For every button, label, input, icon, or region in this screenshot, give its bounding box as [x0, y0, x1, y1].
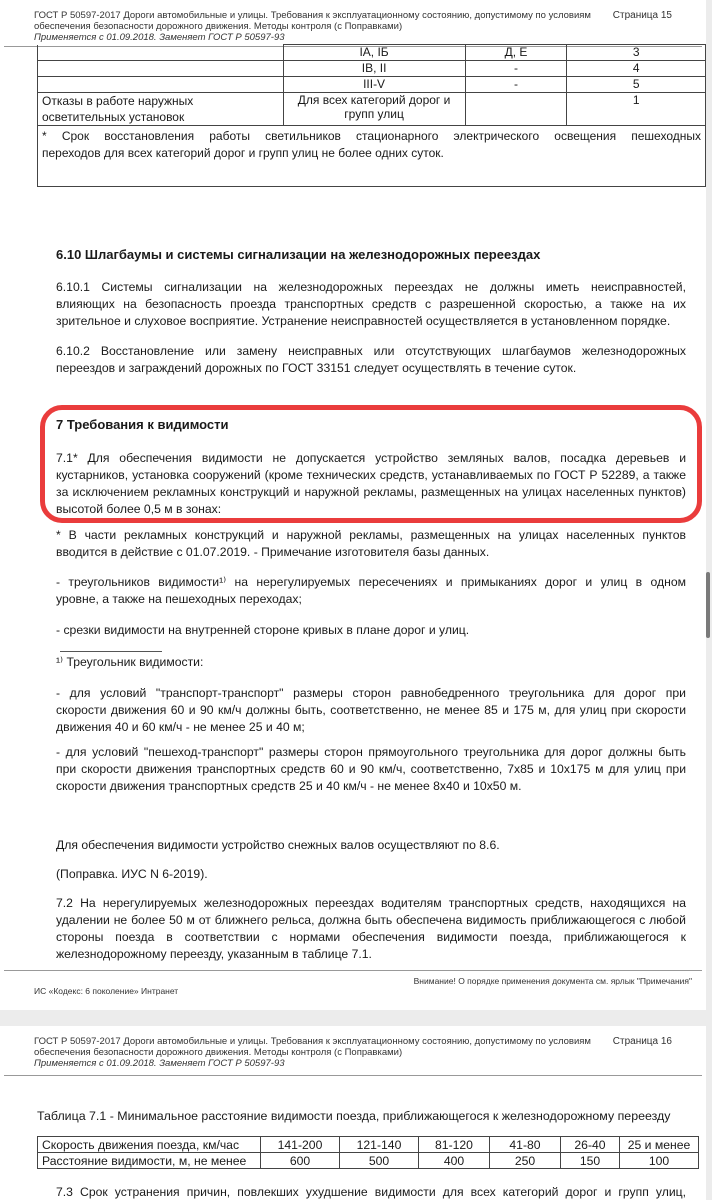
table-7-1-caption: Таблица 7.1 - Минимальное расстояние видимости поезда, приближающегося к железнодорожному переезду [37, 1109, 671, 1123]
table-row [38, 1153, 699, 1169]
table-row [38, 1137, 699, 1153]
text-line: скорости движения транспортных средств 25 и 40 км/ч - не менее 8x40 и 10x50 м. [56, 779, 522, 793]
table-cell: 3 [567, 45, 706, 61]
table-cell: 25 и менее [620, 1137, 699, 1153]
text-line: * В части рекламных конструкций и наружной рекламы, размещенных на улицах населенных пунктов [56, 528, 686, 542]
text-line: переездов и заграждений дорожных по ГОСТ 33151 следует осуществлять в течение суток. [56, 361, 577, 375]
table-cell: 100 [620, 1153, 699, 1169]
table-cell: IB, II [283, 61, 465, 77]
table-cell [38, 77, 284, 93]
header-title: ГОСТ Р 50597-2017 Дороги автомобильные и улицы. Требования к эксплуатационному состоянию, допустимому по условиям обеспечения безопасности дорожного движения. Методы контроля (с Поправками) [34, 1036, 591, 1058]
table-cell: 5 [567, 77, 706, 93]
table-cell [38, 61, 284, 77]
text-line: влияющих на безопасность проезда транспортных средств с разрешенной скоростью, а также на их [56, 297, 686, 311]
table-cell: 26-40 [561, 1137, 620, 1153]
table-cell: - [465, 61, 567, 77]
table-cell: 600 [261, 1153, 340, 1169]
table-cell: 400 [419, 1153, 490, 1169]
paragraph-6-10-1 [56, 279, 686, 313]
footnote-rule [60, 651, 162, 652]
page-number: Страница 16 [612, 1036, 672, 1047]
text-line: железнодорожному переезду, указанным в таблице 7.1. [56, 947, 372, 961]
bullet-triangles [56, 574, 686, 591]
footnote-transport [56, 685, 686, 719]
table-cell: Скорость движения поезда, км/час [38, 1137, 261, 1153]
text-line: кустарников, установка сооружений (кроме технических средств, устанавливаемых по ГОСТ Р 52289, а также [56, 468, 686, 482]
text-line: переходов для всех категорий дорог и групп улиц не более одних суток. [42, 146, 444, 160]
page-header [34, 1036, 672, 1069]
footer-rule [4, 970, 702, 971]
text-line: за исключением рекламных конструкций и наружной рекламы, размещенных на улицах населенных пунктов) [56, 485, 686, 499]
page-header [34, 10, 672, 43]
table-row [38, 45, 706, 61]
header-title: ГОСТ Р 50597-2017 Дороги автомобильные и улицы. Требования к эксплуатационному состоянию, допустимому по условиям обеспечения безопасности дорожного движения. Методы контроля (с Поправками) [34, 10, 591, 32]
amendment-note: (Поправка. ИУС N 6-2019). [56, 867, 208, 881]
table-cell: 4 [567, 61, 706, 77]
header-rule [4, 1075, 702, 1076]
table-row [38, 77, 706, 93]
table-cell: III-V [283, 77, 465, 93]
section-6-10-title: 6.10 Шлагбаумы и системы сигнализации на железнодорожных переездах [56, 247, 541, 262]
text-line: движения 40 и 60 км/ч - не менее 25 и 40 м; [56, 720, 305, 734]
red-highlight-frame [40, 405, 702, 523]
table-cell: 121-140 [340, 1137, 419, 1153]
table-row [38, 61, 706, 77]
table-cell: Для всех категорий дорог и групп улиц [283, 93, 465, 126]
text-line: стороны поезда в соответствии с нормами обеспечения видимости поезда, приближающегося к [56, 930, 686, 944]
text-line: * Срок восстановления работы светильников стационарного электрического освещения пешеходных [42, 129, 701, 143]
table-cell: Д, Е [465, 45, 567, 61]
table-cell: 141-200 [261, 1137, 340, 1153]
paragraph-7-3 [56, 1184, 686, 1200]
text-line: 6.10.2 Восстановление или замену неисправных или отсутствующих шлагбаумов железнодорожных [56, 344, 686, 358]
table-cell: 150 [561, 1153, 620, 1169]
text-line: 6.10.1 Системы сигнализации на железнодорожных переездах не должны иметь неисправностей, [56, 280, 686, 294]
text-line: при скорости движения транспортных средств 60 и 90 км/ч, соответственно, 7x85 и 10x175 м для улиц при [56, 762, 686, 776]
text-line: 7.2 На нерегулируемых железнодорожных переездах водителям транспортных средств, находящихся на [56, 896, 686, 910]
text-line: вводится в действие с 01.07.2019. - Примечание изготовителя базы данных. [56, 545, 490, 559]
document-page-16 [0, 1026, 706, 1200]
section-7-title: 7 Требования к видимости [56, 417, 229, 432]
header-note: Применяется с 01.09.2018. Заменяет ГОСТ Р 50597-93 [34, 32, 285, 43]
table-cell [465, 93, 567, 126]
snow-paragraph: Для обеспечения видимости устройство снежных валов осуществляют по 8.6. [56, 838, 500, 852]
bullet-triangles-end [56, 591, 686, 608]
table-cell: Расстояние видимости, м, не менее [38, 1153, 261, 1169]
table-cell: 41-80 [490, 1137, 561, 1153]
text-line: высотой более 0,5 м в зонах: [56, 502, 222, 516]
paragraph-7-2-end [56, 946, 686, 963]
text-line: - для условий "пешеход-транспорт" размеры сторон прямоугольного треугольника для дорог должны быть [56, 745, 686, 759]
header-note: Применяется с 01.09.2018. Заменяет ГОСТ Р 50597-93 [34, 1058, 285, 1069]
table-cell: IA, IБ [283, 45, 465, 61]
footnote-title: ¹⁾ Треугольник видимости: [56, 655, 204, 669]
text-line: - треугольников видимости¹⁾ на нерегулируемых пересечениях и примыканиях дорог и улиц в одном [56, 575, 686, 589]
star-note-end [56, 544, 686, 561]
table-cell [38, 45, 284, 61]
star-note [56, 527, 686, 544]
footer-notice: Внимание! О порядке применения документа см. ярлык "Примечания" [413, 976, 692, 986]
footnote-transport-end [56, 719, 686, 736]
footnote-pedestrian-end [56, 778, 686, 795]
lighting-table [37, 44, 706, 187]
table-row [38, 126, 706, 187]
text-line: 7.1* Для обеспечения видимости не допускается устройство земляных валов, посадка деревьев и [56, 451, 686, 465]
table-cell: 1 [567, 93, 706, 126]
scrollbar-thumb[interactable] [706, 572, 710, 638]
page-number: Страница 15 [612, 10, 672, 21]
table-cell: Отказы в работе наружных осветительных установок [38, 93, 284, 126]
bullet-curves: - срезки видимости на внутренней стороне кривых в плане дорог и улиц. [56, 623, 470, 637]
table-cell: - [465, 77, 567, 93]
table-note [38, 126, 706, 187]
footnote-pedestrian [56, 744, 686, 778]
table-cell: 81-120 [419, 1137, 490, 1153]
text-line: удалении не более 50 м от ближнего рельса, должна быть обеспечена видимость приближающегося с любой [56, 913, 686, 927]
paragraph-6-10-1-end [56, 313, 686, 330]
paragraph-7-2 [56, 895, 686, 946]
footer-source: ИС «Кодекс: 6 поколение» Интранет [34, 986, 179, 996]
text-line: уровне, а также на пешеходных переходах; [56, 592, 302, 606]
paragraph-6-10-2 [56, 343, 686, 360]
table-row [38, 93, 706, 126]
table-cell: 250 [490, 1153, 561, 1169]
text-line: зрительное и слуховое восприятие. Устранение неисправностей осуществляется в установленном порядке. [56, 314, 671, 328]
text-line: скорости движения 60 и 90 км/ч должны быть, соответственно, не менее 85 и 175 м, для улиц при скорости [56, 703, 686, 717]
text-line: 7.3 Срок устранения причин, повлекших ухудшение видимости для всех категорий дорог и групп улиц, [56, 1185, 686, 1199]
visibility-table [37, 1136, 699, 1169]
table-cell: 500 [340, 1153, 419, 1169]
text-line: - для условий "транспорт-транспорт" размеры сторон равнобедренного треугольника для дорог при [56, 686, 686, 700]
paragraph-6-10-2-end [56, 360, 686, 377]
